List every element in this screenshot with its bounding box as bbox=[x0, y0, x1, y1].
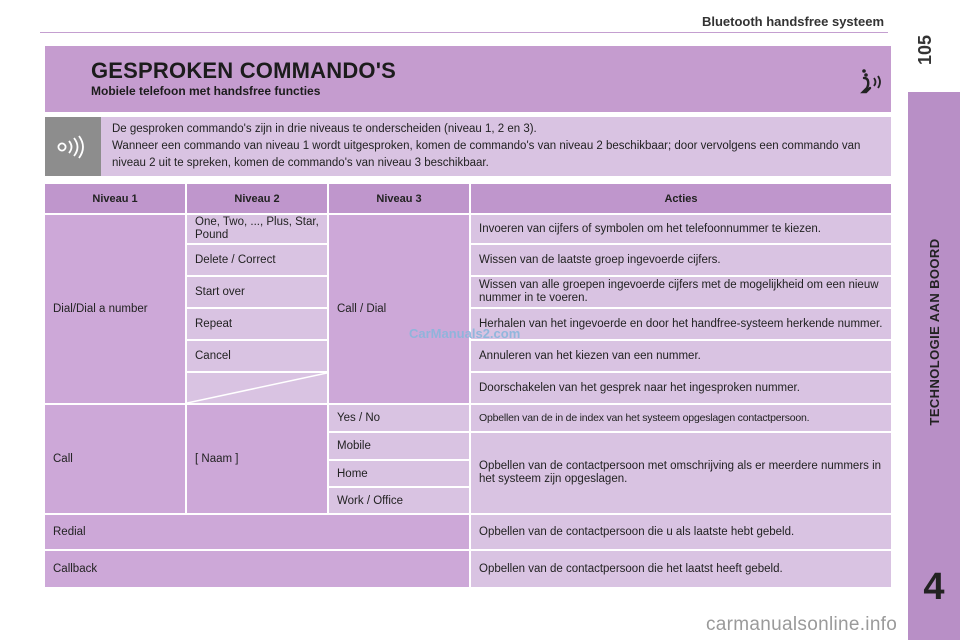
voice-command-icon bbox=[855, 66, 885, 96]
dial-action-cell: Wissen van alle groepen ingevoerde cijfers met de mogelijkheid om een nieuw nummer in te voeren. bbox=[471, 277, 891, 307]
title-band bbox=[45, 46, 891, 112]
dial-level2-cell: One, Two, ..., Plus, Star, Pound bbox=[187, 215, 327, 243]
dial-action-cell: Herhalen van het ingevoerde en door het handfree-systeem herkende nummer. bbox=[471, 309, 891, 339]
dial-action-cell: Invoeren van cijfers of symbolen om het telefoonnummer te kiezen. bbox=[471, 215, 891, 243]
section-header: Bluetooth handsfree systeem bbox=[701, 14, 884, 29]
center-watermark: CarManuals2.com bbox=[409, 326, 521, 341]
call-level3-cell: Mobile bbox=[329, 433, 469, 459]
call-level2-cell: [ Naam ] bbox=[187, 405, 327, 513]
call-level3-cell: Work / Office bbox=[329, 488, 469, 513]
call-grouped-action-cell: Opbellen van de contactpersoon met omschrijving als er meerdere nummers in het systeem zijn opgeslagen. bbox=[471, 433, 891, 513]
intro-line-2: Wanneer een commando van niveau 1 wordt uitgesproken, komen de commando's van niveau 2 beschikbaar; door vervolgens een commando van niveau 2 uit te spreken, komen de commando's van niveau 3 beschikbaar. bbox=[112, 140, 861, 169]
page-title: GESPROKEN COMMANDO'S bbox=[91, 58, 397, 83]
call-level1-cell: Call bbox=[45, 405, 185, 513]
call-level3-cell: Yes / No bbox=[329, 405, 469, 431]
chapter-number: 4 bbox=[923, 566, 945, 608]
intro-line-1: De gesproken commando's zijn in drie niveaus te onderscheiden (niveau 1, 2 en 3). bbox=[112, 123, 537, 135]
dial-action-cell: Annuleren van het kiezen van een nummer. bbox=[471, 341, 891, 371]
call-level3-cell: Home bbox=[329, 461, 469, 486]
page-number: 105 bbox=[914, 34, 935, 66]
column-header: Niveau 3 bbox=[329, 184, 469, 213]
intro-text bbox=[112, 121, 882, 172]
column-header: Acties bbox=[471, 184, 891, 213]
chapter-title: TECHNOLOGIE AAN BOORD bbox=[926, 238, 942, 426]
dial-level3-cell: Call / Dial bbox=[329, 215, 469, 403]
callback-action-cell: Opbellen van de contactpersoon die het laatst heeft gebeld. bbox=[471, 551, 891, 587]
intro-box bbox=[45, 117, 891, 176]
dial-action-cell: Wissen van de laatste groep ingevoerde cijfers. bbox=[471, 245, 891, 275]
column-header: Niveau 1 bbox=[45, 184, 185, 213]
footer-watermark: carmanualsonline.info bbox=[706, 614, 898, 635]
intro-icon-tile bbox=[45, 117, 101, 176]
redial-command-cell: Redial bbox=[45, 515, 469, 549]
dial-action-cell: Doorschakelen van het gesprek naar het ingesproken nummer. bbox=[471, 373, 891, 403]
dial-level2-cell: Cancel bbox=[187, 341, 327, 371]
redial-action-cell: Opbellen van de contactpersoon die u als laatste hebt gebeld. bbox=[471, 515, 891, 549]
cell-diagonal-line bbox=[187, 373, 327, 403]
call-action-cell: Opbellen van de in de index van het systeem opgeslagen contactpersoon. bbox=[471, 405, 891, 431]
speaker-sound-icon bbox=[56, 135, 90, 159]
callback-command-cell: Callback bbox=[45, 551, 469, 587]
column-header: Niveau 2 bbox=[187, 184, 327, 213]
dial-level1-cell: Dial/Dial a number bbox=[45, 215, 185, 403]
dial-level2-cell: Start over bbox=[187, 277, 327, 307]
header-divider bbox=[40, 32, 888, 33]
dial-level2-cell: Delete / Correct bbox=[187, 245, 327, 275]
chapter-side-tab bbox=[908, 92, 960, 640]
dial-level2-cell: Repeat bbox=[187, 309, 327, 339]
page-subtitle: Mobiele telefoon met handsfree functies bbox=[91, 84, 321, 98]
